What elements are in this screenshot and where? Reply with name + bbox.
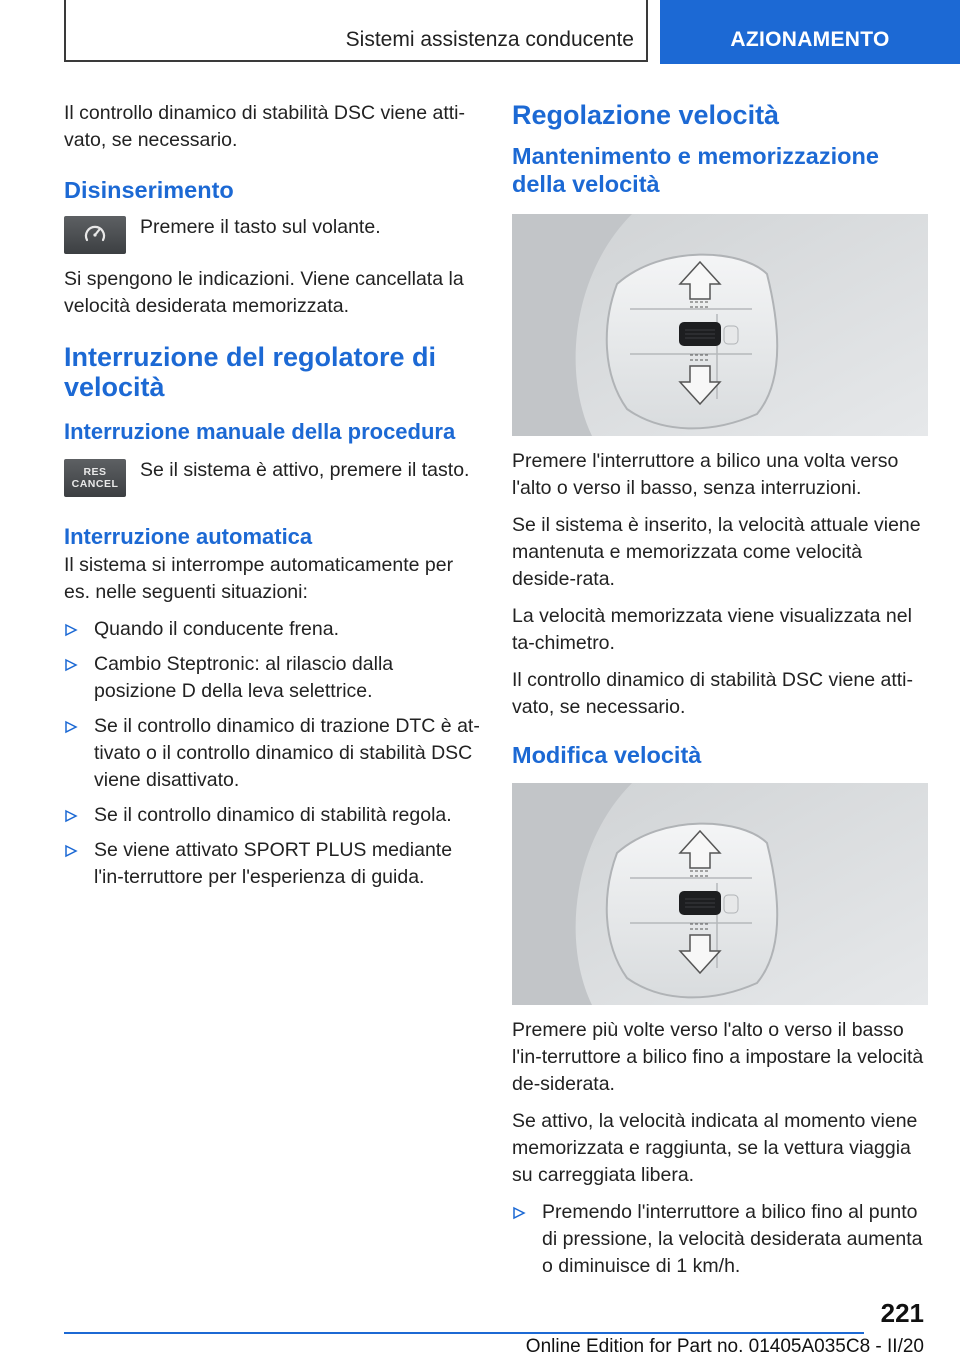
- list-item: [64, 616, 480, 643]
- list-item: [512, 1199, 928, 1280]
- intro-paragraph: Il controllo dinamico di stabilità DSC viene atti-vato, se necessario.: [64, 102, 466, 151]
- list-item-text: Cambio Steptronic: al rilascio dalla posizione D della leva selettrice.: [94, 653, 394, 702]
- triangle-right-icon: [64, 713, 78, 740]
- regolazione-heading: Regolazione velocità: [512, 100, 780, 130]
- header-section-title: Sistemi assistenza conducente: [345, 28, 634, 51]
- right-column: [512, 100, 928, 1288]
- disinserimento-button-text: Premere il tasto sul volante.: [140, 216, 381, 238]
- mantenimento-paragraph: Il controllo dinamico di stabilità DSC viene atti-vato, se necessario.: [512, 669, 914, 718]
- page-number: 221: [880, 1298, 924, 1328]
- triangle-right-icon: [512, 1199, 526, 1226]
- steering-wheel-switch-image-2: [512, 783, 928, 1005]
- steering-wheel-switch-image: [512, 214, 928, 436]
- cruise-control-icon: [64, 216, 126, 254]
- mantenimento-paragraph: Se il sistema è inserito, la velocità attuale viene mantenuta e memorizzata come velocità deside-rata.: [512, 514, 921, 590]
- mantenimento-heading: Mantenimento e memorizzazione della velocità: [512, 143, 879, 197]
- mantenimento-paragraph: Premere l'interruttore a bilico una volta verso l'alto o verso il basso, senza interruzioni.: [512, 450, 899, 499]
- disinserimento-instruction: [64, 214, 480, 254]
- res-cancel-text: Se il sistema è attivo, premere il tasto.: [140, 459, 470, 481]
- left-column: [64, 100, 480, 899]
- cancel-label: CANCEL: [71, 478, 119, 490]
- disinserimento-body: Si spengono le indicazioni. Viene cancellata la velocità desiderata memorizzata.: [64, 268, 464, 317]
- header-chapter-tab: AZIONAMENTO: [660, 0, 960, 64]
- interruzione-automatica-body: Il sistema si interrompe automaticamente per es. nelle seguenti situazioni:: [64, 554, 454, 603]
- interruzione-automatica-list: [64, 616, 480, 891]
- triangle-right-icon: [64, 616, 78, 643]
- modifica-heading: Modifica velocità: [512, 742, 702, 768]
- interruzione-automatica-heading: Interruzione automatica: [64, 524, 313, 549]
- triangle-right-icon: [64, 651, 78, 678]
- res-cancel-instruction: [64, 457, 480, 497]
- list-item-text: Quando il conducente frena.: [94, 618, 340, 640]
- header-section-box: [64, 0, 648, 62]
- triangle-right-icon: [64, 802, 78, 829]
- list-item-text: Se viene attivato SPORT PLUS mediante l'in-terruttore per l'esperienza di guida.: [94, 839, 453, 888]
- triangle-right-icon: [64, 837, 78, 864]
- list-item-text: Se il controllo dinamico di trazione DTC è at-tivato o il controllo dinamico di stabilità DSC viene disattivato.: [94, 715, 480, 791]
- res-cancel-icon: [64, 459, 126, 497]
- list-item: [64, 651, 480, 705]
- res-label: RES: [83, 466, 107, 478]
- footer-rule: [64, 1332, 864, 1334]
- modifica-paragraph: Se attivo, la velocità indicata al momento viene memorizzata e raggiunta, se la vettura viaggia su carreggiata libera.: [512, 1110, 918, 1186]
- list-item-text: Premendo l'interruttore a bilico fino al punto di pressione, la velocità desiderata aumenta o diminuisce di 1 km/h.: [542, 1201, 923, 1277]
- interruzione-manuale-heading: Interruzione manuale della procedura: [64, 419, 456, 444]
- disinserimento-heading: Disinserimento: [64, 177, 234, 203]
- modifica-paragraph: Premere più volte verso l'alto o verso il basso l'in-terruttore a bilico fino a impostare la velocità de-siderata.: [512, 1019, 924, 1095]
- mantenimento-paragraph: La velocità memorizzata viene visualizzata nel ta-chimetro.: [512, 605, 912, 654]
- interruzione-heading: Interruzione del regolatore di velocità: [64, 342, 437, 402]
- footer-edition: Online Edition for Part no. 01405A035C8 - II/20: [525, 1336, 924, 1357]
- res-cancel-label: [72, 466, 119, 490]
- list-item: [64, 713, 480, 794]
- list-item: [64, 802, 480, 829]
- page-header: [0, 0, 960, 68]
- list-item: [64, 837, 480, 891]
- modifica-list: [512, 1199, 928, 1280]
- list-item-text: Se il controllo dinamico di stabilità regola.: [94, 804, 452, 826]
